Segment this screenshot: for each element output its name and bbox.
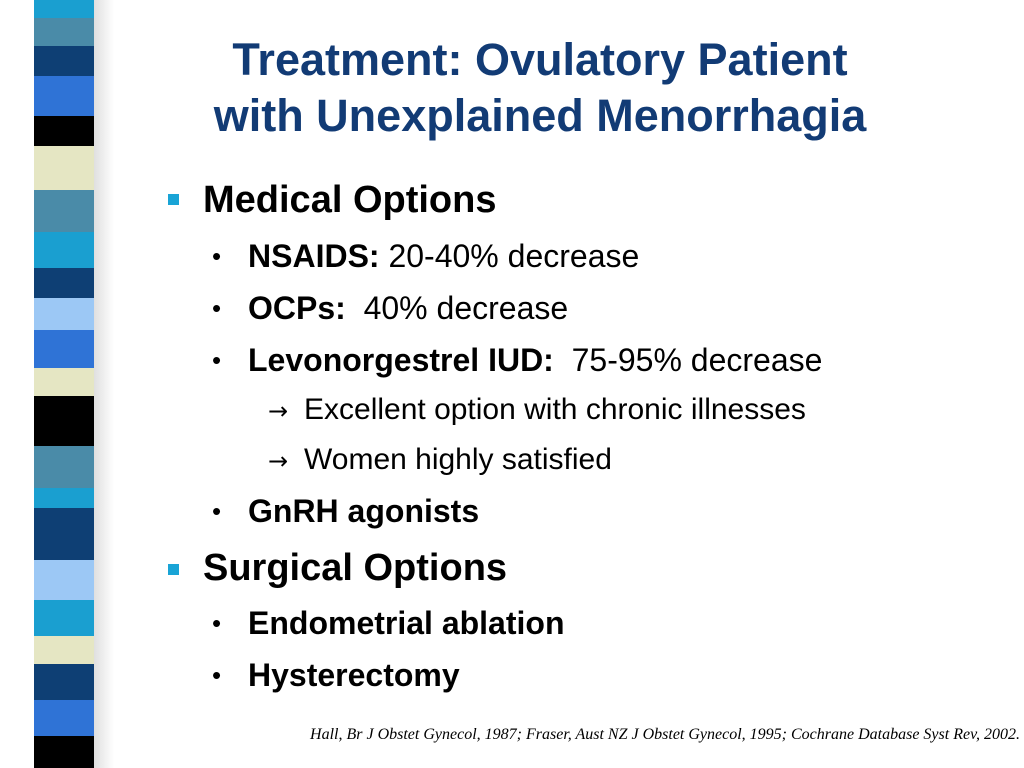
- decorative-stripe: [0, 0, 112, 768]
- iud-value: 75-95% decrease: [553, 342, 823, 378]
- arrow-icon: →: [268, 397, 289, 425]
- stripe-band: [34, 0, 94, 18]
- stripe-band: [34, 664, 94, 700]
- stripe-band: [34, 146, 94, 190]
- nsaids-label: NSAIDS:: [248, 238, 380, 274]
- ocps-item: [248, 288, 568, 328]
- iud-subitem-2: [268, 441, 612, 480]
- endometrial-ablation-item: Endometrial ablation: [248, 605, 565, 641]
- stripe-band: [34, 636, 94, 664]
- citation: Hall, Br J Obstet Gynecol, 1987; Fraser, Aust NZ J Obstet Gynecol, 1995; Cochrane Database Syst Rev, 2002.: [310, 726, 1020, 743]
- stripe-band: [34, 560, 94, 600]
- stripe-band: [34, 368, 94, 396]
- stripe-band: [34, 700, 94, 736]
- stripe-band: [34, 488, 94, 508]
- bullet-icon: •: [212, 293, 222, 323]
- iud-label: Levonorgestrel IUD:: [248, 342, 554, 378]
- iud-subitem-1: [268, 391, 806, 430]
- bullet-icon: •: [212, 241, 222, 271]
- medical-options-heading: Medical Options: [203, 179, 497, 221]
- stripe-band: [34, 508, 94, 560]
- hysterectomy-item: Hysterectomy: [248, 657, 460, 693]
- stripe-band: [34, 190, 94, 232]
- slide-title: [140, 32, 940, 144]
- title-line-2: with Unexplained Menorrhagia: [213, 90, 867, 141]
- gnrh-item: GnRH agonists: [248, 493, 480, 529]
- bullet-icon: •: [212, 608, 222, 638]
- stripe-band: [34, 600, 94, 636]
- ocps-label: OCPs:: [248, 290, 346, 326]
- stripe-band: [34, 76, 94, 116]
- stripe-band: [34, 736, 94, 768]
- arrow-icon: →: [268, 447, 289, 475]
- iud-item: [248, 340, 822, 380]
- stripe-band: [34, 46, 94, 76]
- square-bullet-icon: [168, 564, 179, 575]
- stripe-band: [34, 298, 94, 330]
- stripe-band: [34, 268, 94, 298]
- iud-subitem-2-text: Women highly satisfied: [304, 443, 612, 476]
- nsaids-value: 20-40% decrease: [379, 238, 640, 274]
- bullet-icon: •: [212, 345, 222, 375]
- stripe-band: [34, 18, 94, 46]
- stripe-band: [34, 116, 94, 146]
- square-bullet-icon: [168, 194, 179, 205]
- ocps-value: 40% decrease: [345, 290, 569, 326]
- bullet-icon: •: [212, 660, 222, 690]
- iud-subitem-1-text: Excellent option with chronic illnesses: [304, 393, 806, 426]
- stripe-band: [34, 446, 94, 488]
- title-line-1: Treatment: Ovulatory Patient: [232, 34, 848, 85]
- surgical-options-heading: Surgical Options: [203, 547, 508, 589]
- bullet-icon: •: [212, 496, 222, 526]
- stripe-band: [34, 330, 94, 368]
- nsaids-item: [248, 236, 639, 276]
- stripe-band: [34, 232, 94, 268]
- stripe-band: [34, 396, 94, 446]
